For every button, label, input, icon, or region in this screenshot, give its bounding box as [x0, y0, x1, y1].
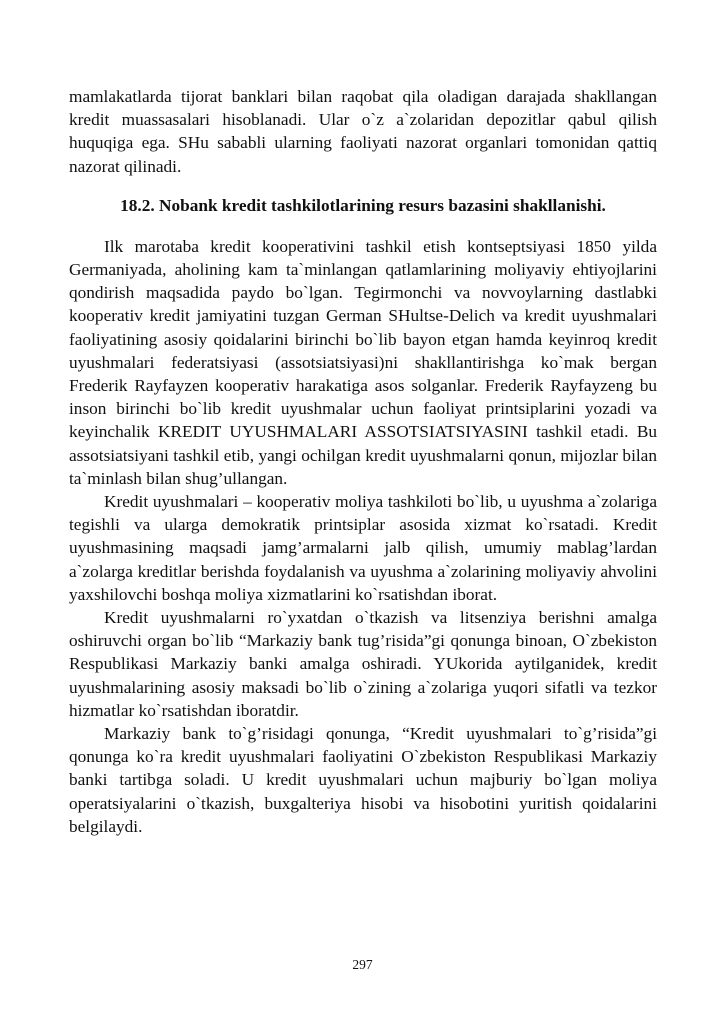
body-paragraph: Kredit uyushmalarni ro`yxatdan o`tkazish va litsenziya berishni amalga oshiruvchi organ bo`lib “Markaziy bank tug’risida”gi qonunga binoan, O`zbekiston Respublikasi Markaziy banki amalga oshiradi. YUkorida aytilganidek, kredit uyushmalarining asosiy maksadi bo`lib o`zining a`zolariga yuqori sifatli va tezkor hizmatlar ko`rsatishdan iboratdir.: [69, 608, 657, 720]
document-page: [69, 85, 657, 838]
section-heading: 18.2. Nobank kredit tashkilotlarining resurs bazasini shakllanishi.: [120, 195, 606, 215]
body-paragraph: Markaziy bank to`g’risidagi qonunga, “Kredit uyushmalari to`g’risida”gi qonunga ko`ra kredit uyushmalari faoliyatini O`zbekiston Respublikasi Markaziy banki tartibga soladi. U kredit uyushmalari uchun majburiy bo`lgan moliya operatsiyalarini o`tkazish, buxgalteriya hisobi va hisobotini yuritish qoidalarini belgilaydi.: [69, 724, 657, 836]
body-paragraph: Kredit uyushmalari – kooperativ moliya tashkiloti bo`lib, u uyushma a`zolariga tegishli va ularga demokratik printsiplar asosida xizmat ko`rsatadi. Kredit uyushmasining maqsadi jamg’armalarni jalb qilish, umumiy mablag’lardan a`zolarga kreditlar berishda foydalanish va uyushma a`zolarining moliyaviy ahvolini yaxshilovchi boshqa moliya xizmatlarini ko`rsatishdan iborat.: [69, 492, 657, 604]
body-paragraph: Ilk marotaba kredit kooperativini tashkil etish kontseptsiyasi 1850 yilda Germaniyada, aholining kam ta`minlangan qatlamlarining moliyaviy ehtiyojlarini qondirish maqsadida paydo bo`lgan. Tegirmonchi va novvoylarning dastlabki kooperativ kredit jamiyatini tuzgan German SHultse-Delich va kredit uyushmalari faoliyatining asosiy qoidalarini birinchi bo`lib bayon etgan hamda keyinroq kredit uyushmalari federatsiyasi (assotsiatsiyasi)ni shakllantirishga ko`mak bergan Frederik Rayfayzen kooperativ harakatiga asos solganlar. Frederik Rayfayzeng bu inson birinchi bo`lib kredit uyushmalar uchun faoliyat printsiplarini yozadi va keyinchalik KREDIT UYUSHMALARI ASSOTSIATSIYASINI tashkil etadi. Bu assotsiatsiyani tashkil etib, yangi ochilgan kredit uyushmalarni qonun, mijozlar bilan ta`minlash bilan shug’ullangan.: [69, 236, 657, 488]
page-number: 297: [352, 957, 373, 972]
intro-paragraph: mamlakatlarda tijorat banklari bilan raqobat qila oladigan darajada shakllangan kredit muassasalari hisoblanadi. Ular o`z a`zolaridan depozitlar qabul qilish huquqiga ega. SHu sababli ularning faoliyati nazorat organlari tomonidan qattiq nazorat qilinadi.: [69, 87, 657, 176]
